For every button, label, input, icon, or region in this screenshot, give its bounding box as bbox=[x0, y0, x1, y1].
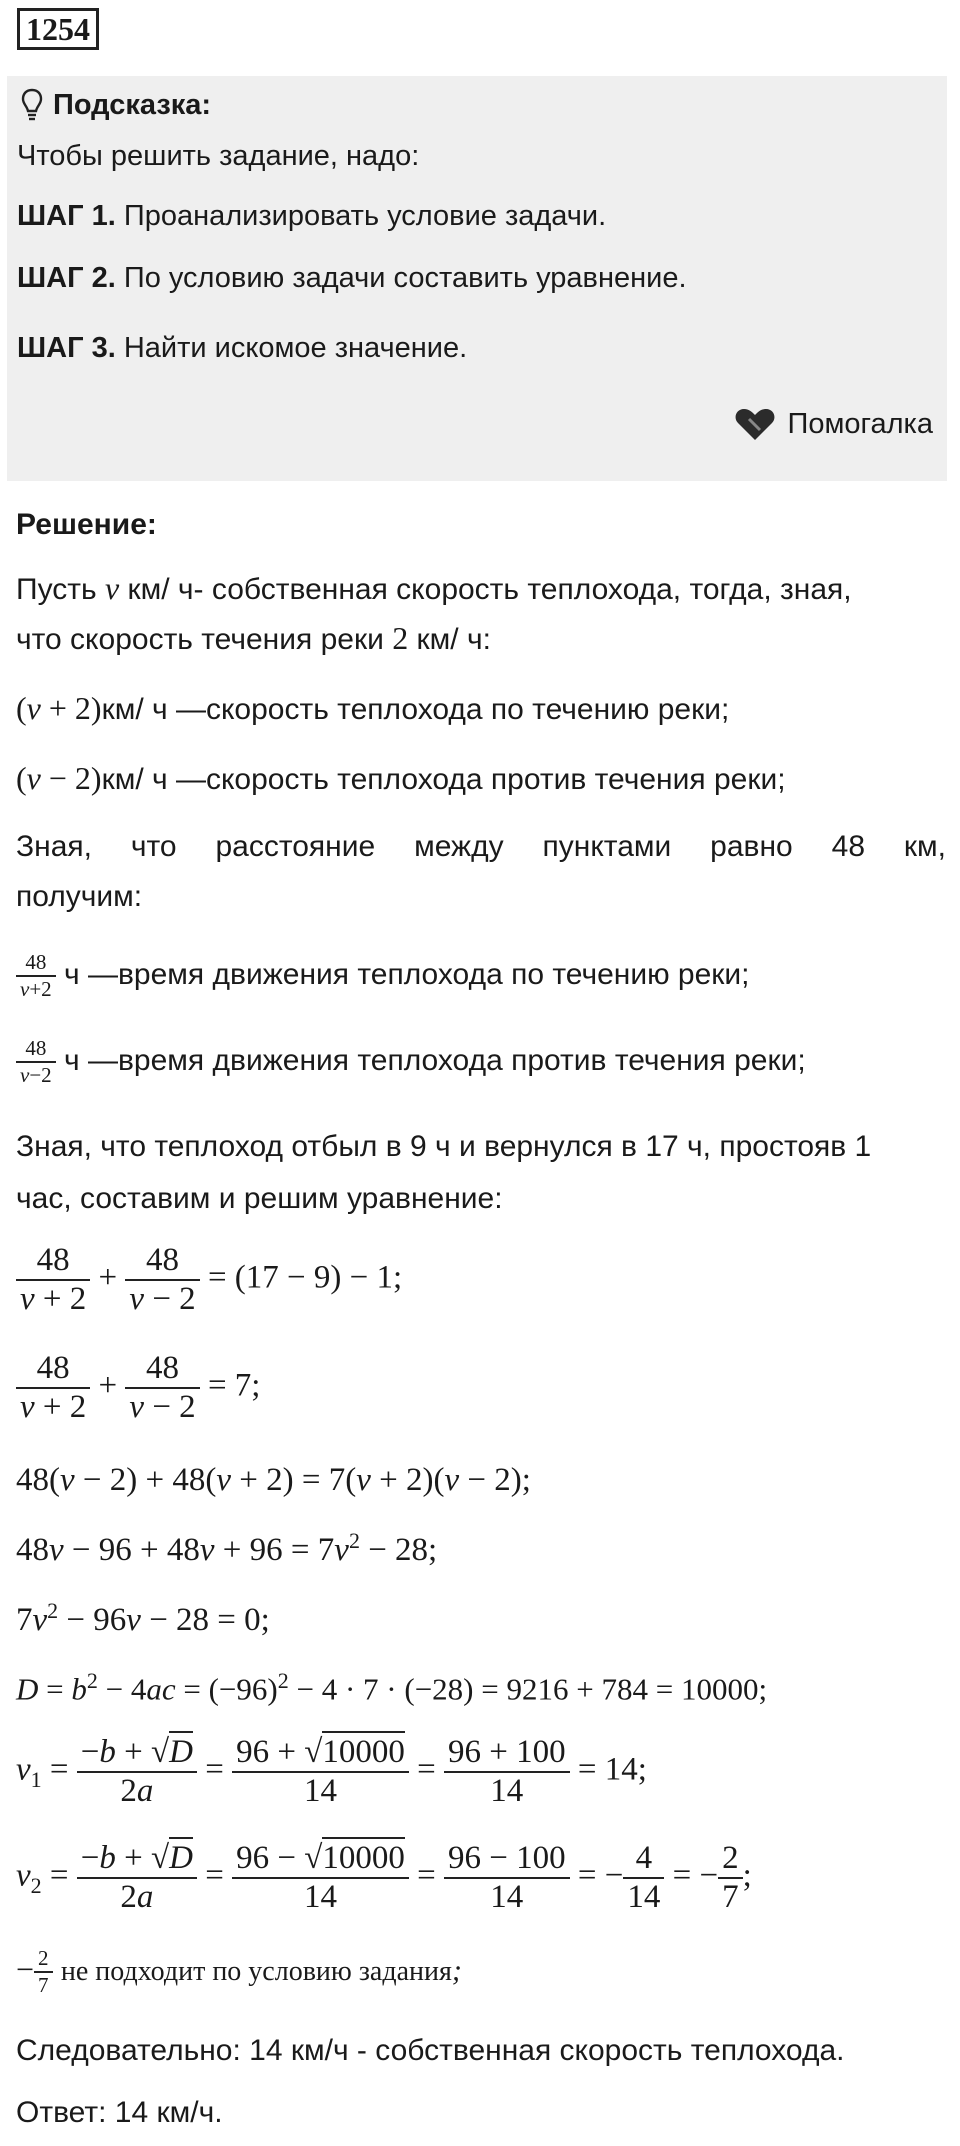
rejected-root: − $\frac{2}{7}$ не подходит по условию задания; bbox=[16, 1946, 462, 1997]
solution-text-2: что скорость течения реки 2 км/ ч: bbox=[16, 620, 491, 656]
equation-2: $\frac{48}{v + 2}$ + $\frac{48}{v - 2}$ = 7; bbox=[16, 1350, 260, 1426]
answer: Ответ: 14 км/ч. bbox=[16, 2096, 223, 2129]
solution-text-6: час, составим и решим уравнение: bbox=[16, 1182, 503, 1215]
root-2: $v_2$ = $\frac{-b + √D}{2a}$ = $\frac{96 - √10000}{14}$ = $\frac{96 - 100}{14}$ = − $\frac{4}{14}$ = − $\frac{2}{7}$ ; bbox=[16, 1840, 752, 1916]
discriminant: $D = b^2 - 4ac = (-96)^2 - 4 \cdot 7 \cdot (-28) = 9216 + 784 = 10000$; bbox=[16, 1668, 768, 1707]
hint-step-3: ШАГ 3. Найти искомое значение. bbox=[17, 332, 468, 364]
root-1: $v_1$ = $\frac{-b + √D}{2a}$ = $\frac{96 + √10000}{14}$ = $\frac{96 + 100}{14}$ = 14; bbox=[16, 1734, 647, 1810]
solution-heading: Решение: bbox=[16, 508, 157, 541]
upstream-speed: (v − 2)км/ ч —скорость теплохода против течения реки; bbox=[16, 760, 786, 796]
equation-4: $48v - 96 + 48v + 96 = 7v^2 - 28$; bbox=[16, 1528, 438, 1568]
task-number: 1254 bbox=[17, 8, 99, 50]
equation-3: 48(v − 2) + 48(v + 2) = 7(v + 2)(v − 2); bbox=[16, 1462, 531, 1498]
solution-text-3: Зная, что расстояние между пунктами равно 48 км, bbox=[16, 830, 946, 863]
equation-5: $7v^2 - 96v - 28 = 0$; bbox=[16, 1598, 270, 1638]
solution-text-5: Зная, что теплоход отбыл в 9 ч и вернулся в 17 ч, простояв 1 bbox=[16, 1130, 872, 1163]
hint-box bbox=[7, 76, 947, 481]
helper-link[interactable]: Помогалка bbox=[734, 406, 933, 442]
hint-intro: Чтобы решить задание, надо: bbox=[17, 140, 420, 172]
downstream-speed: (v + 2)км/ ч —скорость теплохода по течению реки; bbox=[16, 690, 730, 726]
hint-step-2: ШАГ 2. По условию задачи составить уравнение. bbox=[17, 262, 687, 294]
conclusion: Следовательно: 14 км/ч - собственная скорость теплохода. bbox=[16, 2034, 845, 2067]
solution-text-1: Пусть v км/ ч- собственная скорость теплохода, тогда, зная, bbox=[16, 570, 852, 606]
equation-1: $\frac{48}{v + 2}$ + $\frac{48}{v - 2}$ = (17 − 9) − 1; bbox=[16, 1242, 402, 1318]
hint-step-1: ШАГ 1. Проанализировать условие задачи. bbox=[17, 200, 607, 232]
time-upstream: $\frac{48}{v-2}$ ч —время движения теплохода против течения реки; bbox=[16, 1036, 806, 1088]
heart-icon bbox=[734, 406, 776, 442]
lightbulb-icon bbox=[21, 88, 43, 122]
hint-title: Подсказка: bbox=[21, 88, 211, 122]
time-downstream: $\frac{48}{v+2}$ ч —время движения теплохода по течению реки; bbox=[16, 950, 750, 1002]
solution-text-4: получим: bbox=[16, 880, 143, 913]
